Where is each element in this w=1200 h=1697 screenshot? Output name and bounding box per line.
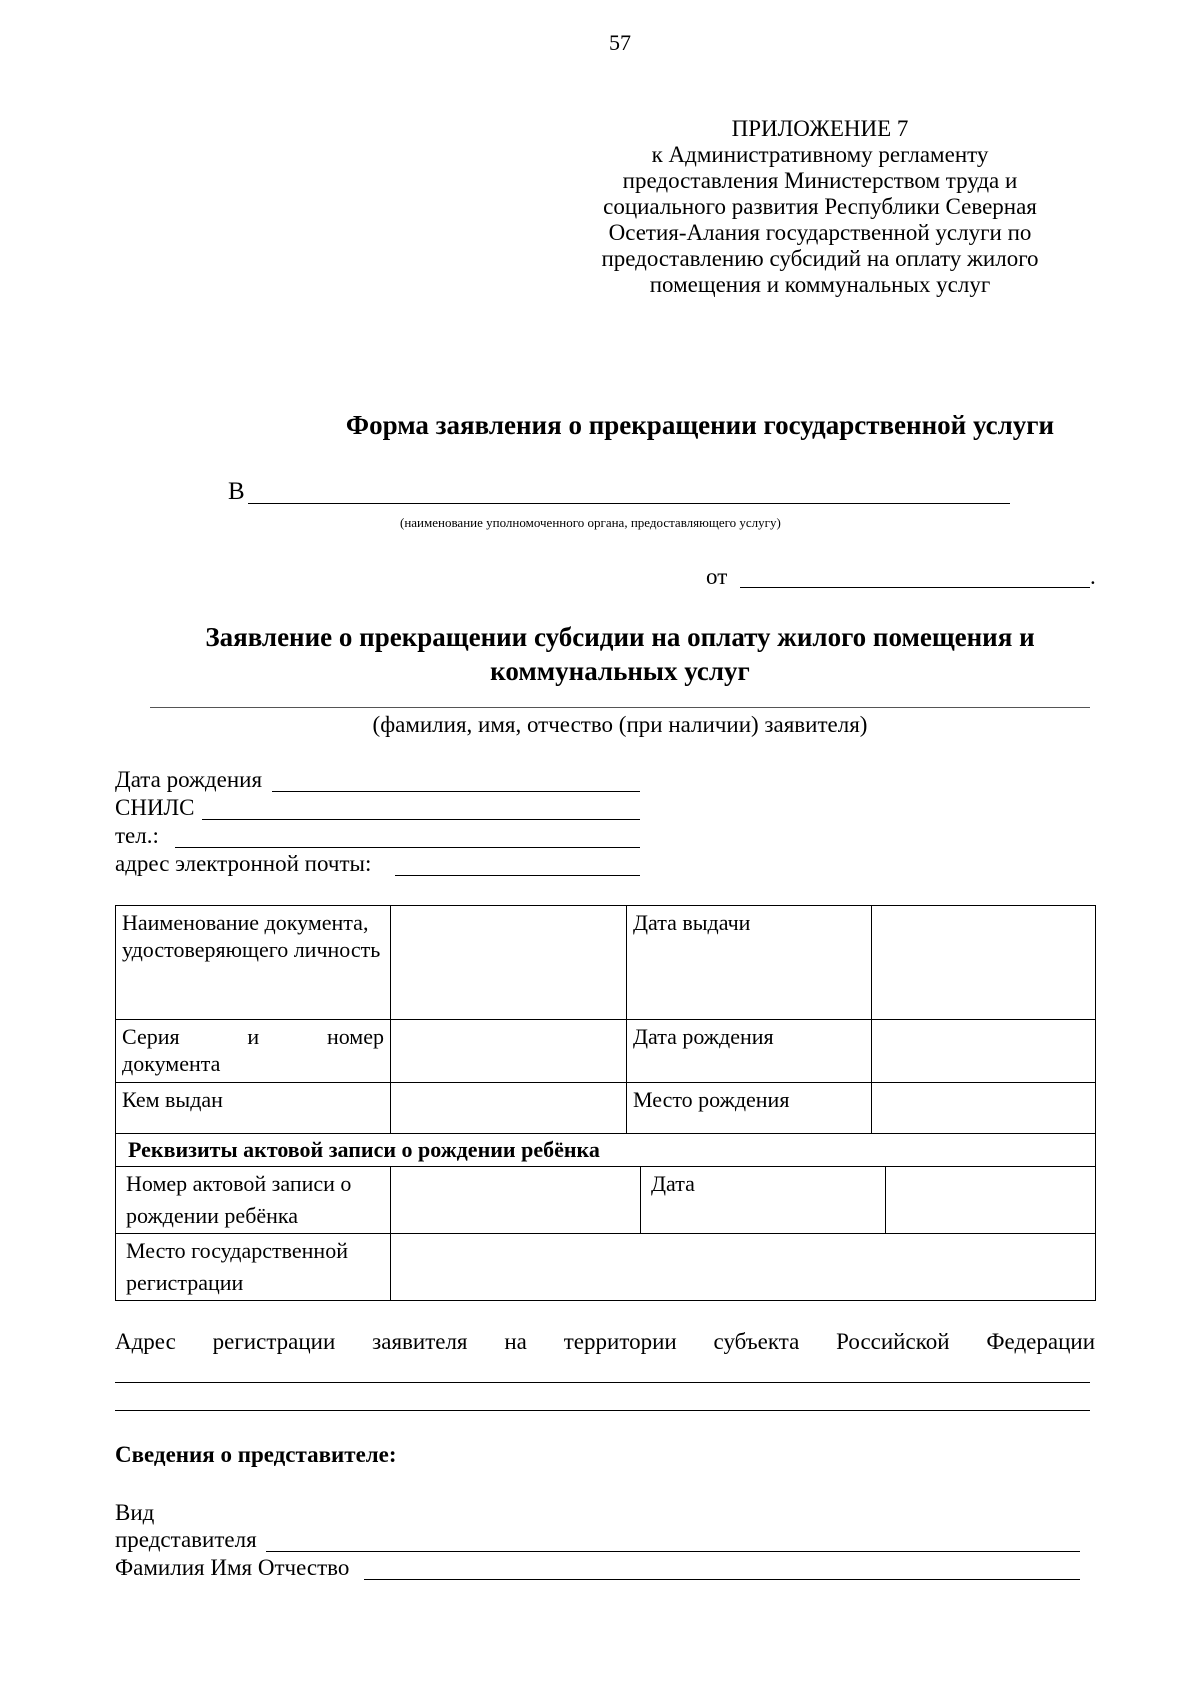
record-number-value[interactable] <box>391 1167 641 1234</box>
appendix-line: к Административному регламенту <box>651 142 989 167</box>
birth-date-table-label: Дата рождения <box>627 1020 872 1083</box>
representative-type-label-line2: представителя <box>115 1527 257 1552</box>
birth-date-label: Дата рождения <box>115 767 263 792</box>
address-field-line1[interactable] <box>115 1382 1090 1383</box>
series-word: и <box>247 1024 260 1049</box>
representative-type-label-line1: Вид <box>115 1500 155 1525</box>
page-number: 57 <box>609 30 631 55</box>
applicant-name-hint: (фамилия, имя, отчество (при наличии) заявителя) <box>372 712 868 737</box>
appendix-line: помещения и коммунальных услуг <box>649 272 991 297</box>
representative-name-label: Фамилия Имя Отчество <box>115 1555 350 1580</box>
birth-date-table-value[interactable] <box>872 1020 1096 1083</box>
id-document-table <box>115 905 1096 1134</box>
representative-type-field[interactable] <box>266 1551 1080 1552</box>
appendix-line: предоставления Министерством труда и <box>622 168 1018 193</box>
record-date-label: Дата <box>641 1167 886 1234</box>
doc-name-label: Наименование документа, удостоверяющего личность <box>116 906 391 1020</box>
representative-heading: Сведения о представителе: <box>115 1442 397 1467</box>
series-word: номер <box>326 1024 384 1049</box>
applicant-name-field[interactable] <box>150 707 1090 708</box>
appendix-line: Осетия-Алания государственной услуги по <box>608 220 1032 245</box>
series-number-value[interactable] <box>391 1020 627 1083</box>
registration-place-value[interactable] <box>391 1234 1096 1301</box>
address-label: Адрес регистрации заявителя на территории субъекта Российской Федерации <box>115 1329 1095 1354</box>
address-field-line2[interactable] <box>115 1410 1090 1411</box>
issued-by-value[interactable] <box>391 1083 627 1134</box>
to-authority-hint: (наименование уполномоченного органа, предоставляющего услугу) <box>400 515 781 530</box>
representative-name-field[interactable] <box>364 1579 1080 1580</box>
to-label: В <box>228 478 245 505</box>
form-title: Форма заявления о прекращении государственной услуги <box>345 410 1055 440</box>
birth-record-table <box>115 1133 1096 1301</box>
issue-date-value[interactable] <box>872 906 1096 1020</box>
email-field[interactable] <box>395 875 640 876</box>
appendix-line: ПРИЛОЖЕНИЕ 7 <box>731 116 909 141</box>
from-label: от <box>706 564 728 589</box>
record-date-value[interactable] <box>886 1167 1096 1234</box>
birth-place-label: Место рождения <box>627 1083 872 1134</box>
birth-place-value[interactable] <box>872 1083 1096 1134</box>
application-title-line1: Заявление о прекращении субсидии на оплату жилого помещения и <box>205 622 1035 652</box>
to-authority-field[interactable] <box>248 503 1010 504</box>
issue-date-label: Дата выдачи <box>627 906 872 1020</box>
email-label: адрес электронной почты: <box>115 851 372 876</box>
application-title-line2: коммунальных услуг <box>490 656 750 686</box>
phone-field[interactable] <box>175 847 640 848</box>
record-number-label: Номер актовой записи о рождении ребёнка <box>116 1167 391 1234</box>
series-word: Серия <box>122 1024 180 1049</box>
from-field[interactable] <box>740 587 1090 588</box>
series-number-label <box>116 1020 391 1083</box>
from-end-dot: . <box>1090 564 1096 589</box>
phone-label: тел.: <box>115 823 159 848</box>
snils-field[interactable] <box>202 819 640 820</box>
appendix-line: социального развития Республики Северная <box>603 194 1037 219</box>
appendix-line: предоставлению субсидий на оплату жилого <box>601 246 1039 271</box>
issued-by-label: Кем выдан <box>116 1083 391 1134</box>
appendix-header <box>560 116 1080 298</box>
doc-name-value[interactable] <box>391 906 627 1020</box>
snils-label: СНИЛС <box>115 795 195 820</box>
birth-date-field[interactable] <box>272 791 640 792</box>
registration-place-label: Место государственной регистрации <box>116 1234 391 1301</box>
birth-record-header: Реквизиты актовой записи о рождении ребёнка <box>116 1134 1096 1167</box>
application-title <box>0 620 1200 688</box>
series-line2: документа <box>122 1051 221 1076</box>
